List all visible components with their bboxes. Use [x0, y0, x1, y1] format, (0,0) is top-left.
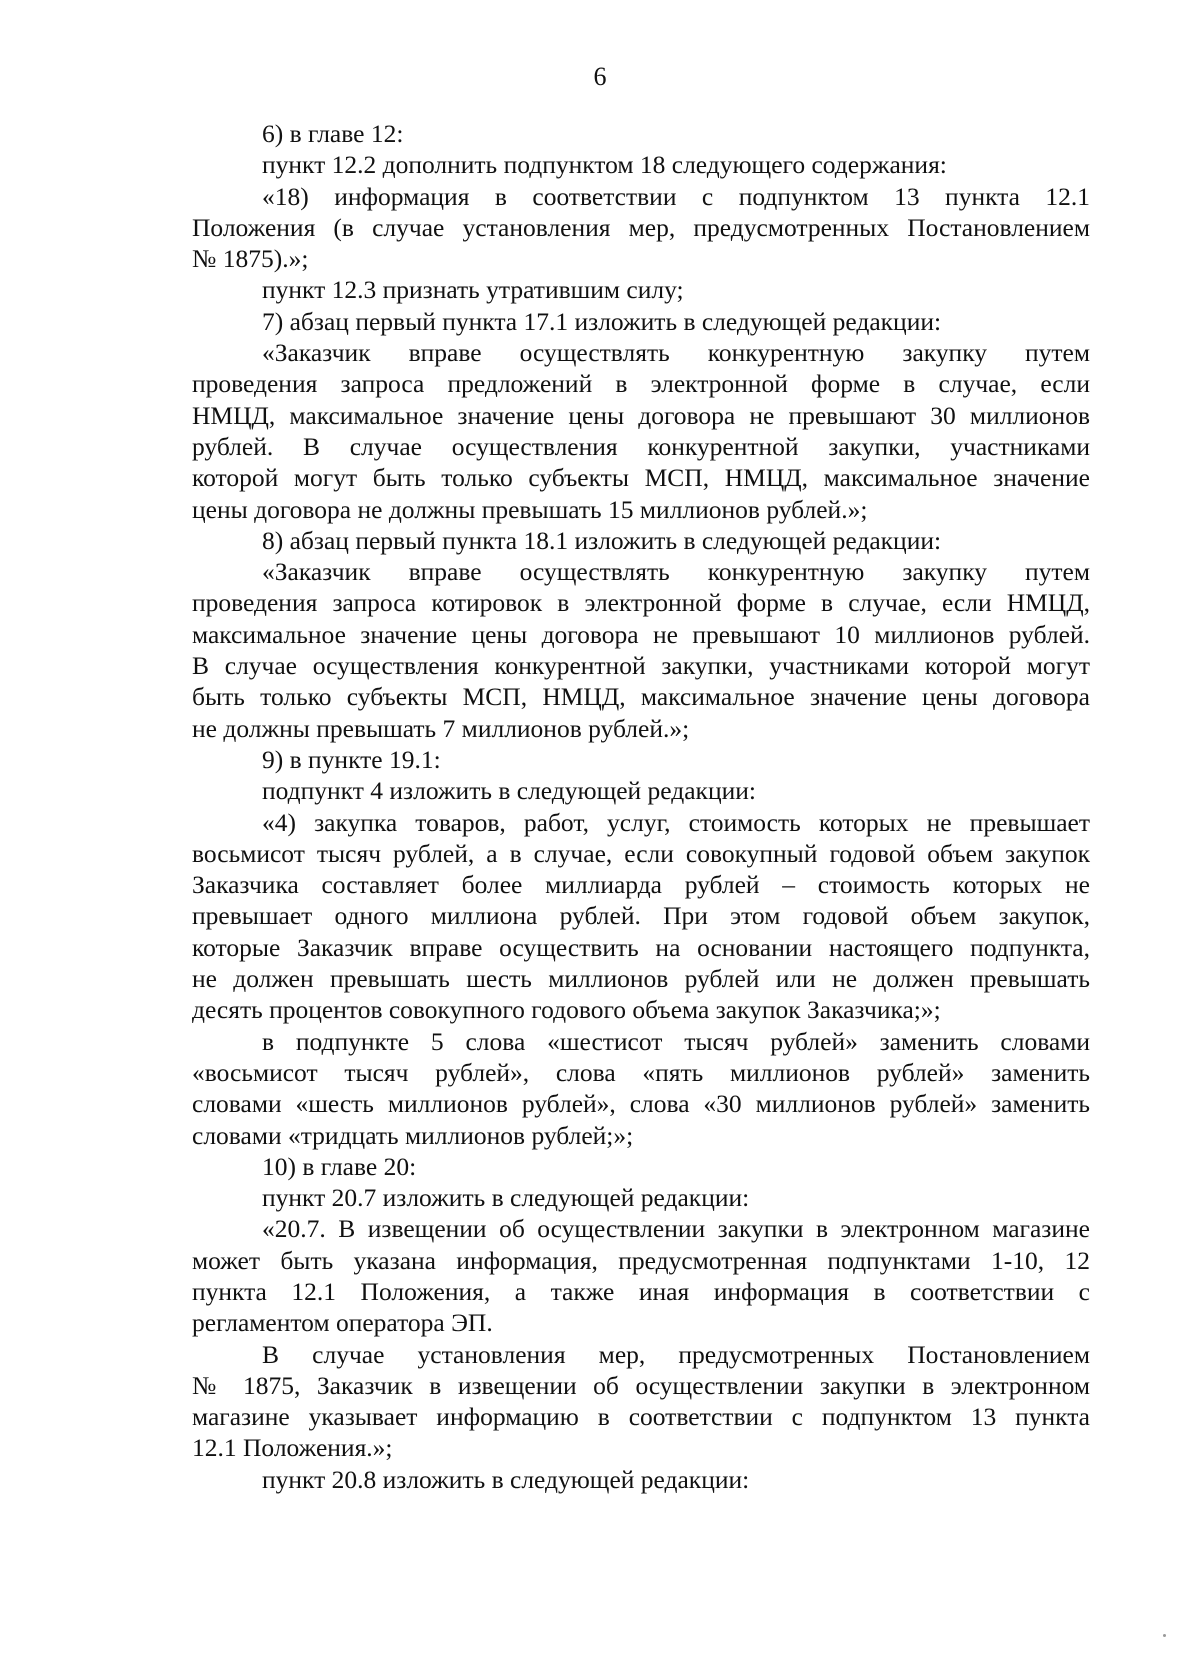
paragraph	[192, 1182, 1090, 1213]
text-line: десять процентов совокупного годового объема закупок Заказчика;»;	[192, 995, 941, 1025]
text-line: В случае осуществления конкурентной закупки, участниками которой могут	[192, 651, 1090, 681]
text-line: пункт 20.7 изложить в следующей редакции:	[262, 1183, 750, 1213]
paragraph	[192, 1464, 1090, 1495]
text-line: не должен превышать шесть миллионов рублей или не должен превышать	[192, 964, 1090, 994]
text-line: «Заказчик вправе осуществлять конкурентную закупку путем	[262, 557, 1090, 587]
paragraph	[192, 1151, 1090, 1182]
text-line: В случае установления мер, предусмотренных Постановлением	[262, 1339, 1090, 1369]
paragraph	[192, 337, 1090, 525]
text-line: словами «шесть миллионов рублей», слова «30 миллионов рублей» заменить	[192, 1089, 1090, 1119]
text-line: пункт 20.8 изложить в следующей редакции:	[262, 1464, 750, 1494]
text-line: проведения запроса предложений в электронной форме в случае, если	[192, 369, 1090, 399]
paragraph	[192, 525, 1090, 556]
text-line: Положения (в случае установления мер, предусмотренных Постановлением	[192, 212, 1090, 242]
text-line: 12.1 Положения.»;	[192, 1433, 393, 1463]
text-line: превышает одного миллиона рублей. При этом годовой объем закупок,	[192, 901, 1090, 931]
text-line: 8) абзац первый пункта 18.1 изложить в следующей редакции:	[262, 525, 942, 555]
text-line: проведения запроса котировок в электронной форме в случае, если НМЦД,	[192, 588, 1090, 618]
text-line: пункт 12.2 дополнить подпунктом 18 следующего содержания:	[262, 150, 947, 180]
document-body	[192, 118, 1090, 1495]
paragraph	[192, 775, 1090, 806]
text-line: словами «тридцать миллионов рублей;»;	[192, 1120, 634, 1150]
text-line: № 1875, Заказчик в извещении об осуществлении закупки в электронном	[192, 1370, 1090, 1400]
text-line: 7) абзац первый пункта 17.1 изложить в следующей редакции:	[262, 306, 942, 336]
paragraph	[192, 744, 1090, 775]
paragraph	[192, 118, 1090, 149]
text-line: максимальное значение цены договора не превышают 10 миллионов рублей.	[192, 619, 1090, 649]
text-line: может быть указана информация, предусмотренная подпунктами 1-10, 12	[192, 1245, 1090, 1275]
text-line: 10) в главе 20:	[262, 1151, 417, 1181]
paragraph	[192, 1026, 1090, 1151]
text-line: регламентом оператора ЭП.	[192, 1308, 493, 1338]
text-line: 9) в пункте 19.1:	[262, 744, 441, 774]
page-number: 6	[593, 62, 607, 91]
text-line: «20.7. В извещении об осуществлении закупки в электронном магазине	[262, 1214, 1090, 1244]
scan-speck	[1163, 1634, 1166, 1637]
text-line: которой могут быть только субъекты МСП, НМЦД, максимальное значение	[192, 463, 1090, 493]
text-line: цены договора не должны превышать 15 миллионов рублей.»;	[192, 494, 868, 524]
text-line: НМЦД, максимальное значение цены договора не превышают 30 миллионов	[192, 400, 1090, 430]
text-line: подпункт 4 изложить в следующей редакции:	[262, 776, 756, 806]
paragraph	[192, 274, 1090, 305]
paragraph	[192, 556, 1090, 744]
text-line: рублей. В случае осуществления конкурентной закупки, участниками	[192, 431, 1090, 461]
paragraph	[192, 807, 1090, 1026]
text-line: «4) закупка товаров, работ, услуг, стоимость которых не превышает	[262, 807, 1090, 837]
paragraph	[192, 149, 1090, 180]
paragraph	[192, 1213, 1090, 1338]
paragraph	[192, 1339, 1090, 1464]
text-line: пункт 12.3 признать утратившим силу;	[262, 275, 684, 305]
paragraph	[192, 181, 1090, 275]
text-line: которые Заказчик вправе осуществить на основании настоящего подпункта,	[192, 932, 1090, 962]
text-line: «18) информация в соответствии с подпунктом 13 пункта 12.1	[262, 181, 1090, 211]
text-line: 6) в главе 12:	[262, 119, 404, 148]
text-line: в подпункте 5 слова «шестисот тысяч рублей» заменить словами	[262, 1026, 1090, 1056]
text-line: восьмисот тысяч рублей, а в случае, если совокупный годовой объем закупок	[192, 838, 1090, 868]
text-line: № 1875).»;	[192, 244, 309, 274]
text-line: не должны превышать 7 миллионов рублей.»;	[192, 713, 690, 743]
text-line: быть только субъекты МСП, НМЦД, максимальное значение цены договора	[192, 682, 1090, 712]
text-line: Заказчика составляет более миллиарда рублей – стоимость которых не	[192, 870, 1090, 900]
text-line: «Заказчик вправе осуществлять конкурентную закупку путем	[262, 338, 1090, 368]
paragraph	[192, 306, 1090, 337]
text-line: магазине указывает информацию в соответствии с подпунктом 13 пункта	[192, 1402, 1090, 1432]
text-line: пункта 12.1 Положения, а также иная информация в соответствии с	[192, 1276, 1090, 1306]
text-line: «восьмисот тысяч рублей», слова «пять миллионов рублей» заменить	[192, 1057, 1090, 1087]
